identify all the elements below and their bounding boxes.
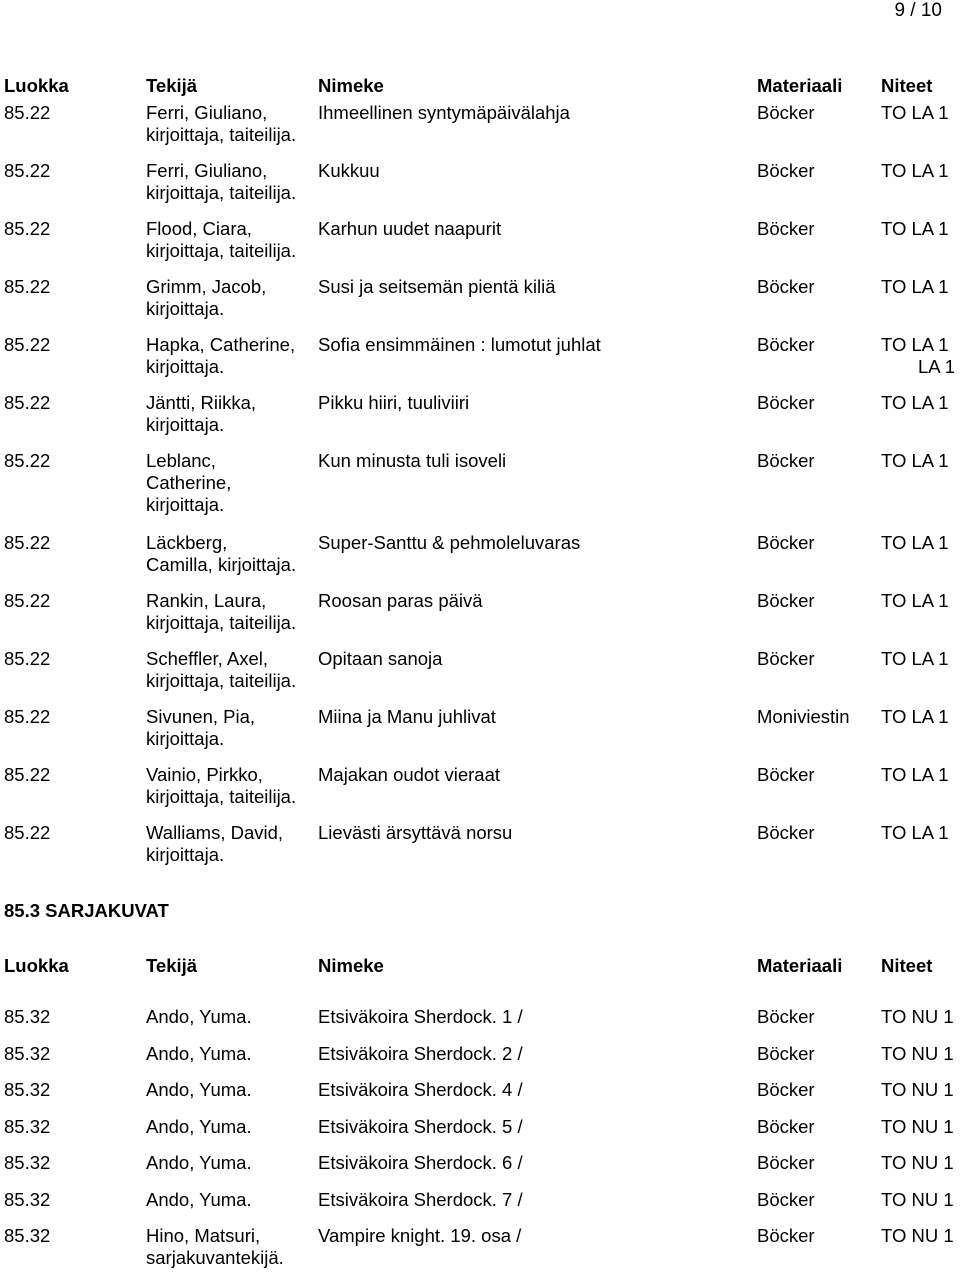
cell-niteet [881,102,949,124]
cell-tekija-line: Ando, Yuma. [146,1116,252,1137]
cell-tekija [146,590,296,634]
cell-luokka [4,1152,50,1174]
cell-nimeke-line: Etsiväkoira Sherdock. 1 / [318,1006,523,1027]
cell-nimeke-line: Etsiväkoira Sherdock. 2 / [318,1043,523,1064]
cell-niteet [881,1225,954,1247]
cell-luokka-line: 85.22 [4,706,51,727]
cell-tekija [146,1043,252,1065]
cell-niteet [881,1043,954,1065]
cell-tekija-line: kirjoittaja, taiteilija. [146,124,297,145]
cell-tekija-line: Ando, Yuma. [146,1006,252,1027]
cell-luokka [4,822,50,844]
cell-luokka [4,160,50,182]
cell-niteet-line: TO NU 1 [881,1043,954,1064]
cell-materiaali-line: Böcker [757,218,815,239]
table2-header [0,955,960,977]
cell-tekija-line: kirjoittaja. [146,298,225,319]
cell-materiaali-line: Böcker [757,392,815,413]
cell-materiaali-line: Böcker [757,532,815,553]
cell-luokka [4,648,50,670]
cell-tekija-line: Ando, Yuma. [146,1079,252,1100]
cell-niteet-line: TO LA 1 [881,764,949,785]
cell-niteet-line: TO LA 1 [881,102,949,123]
cell-niteet-line: TO LA 1 [881,706,949,727]
cell-niteet-line: TO LA 1 [881,822,949,843]
cell-luokka [4,102,50,124]
cell-niteet [881,1116,954,1138]
cell-nimeke-line: Karhun uudet naapurit [318,218,502,239]
header-materiaali: Materiaali [757,955,843,976]
cell-luokka [4,276,50,298]
cell-materiaali-line: Moniviestin [757,706,850,727]
cell-niteet [881,392,949,414]
cell-materiaali [757,218,815,240]
cell-niteet-line: TO LA 1 [881,160,949,181]
cell-niteet-line: TO LA 1 [881,392,949,413]
cell-luokka [4,1043,50,1065]
cell-materiaali [757,1152,815,1174]
cell-luokka [4,590,50,612]
cell-niteet [881,764,949,786]
cell-materiaali [757,1043,815,1065]
header-luokka: Luokka [4,75,69,96]
cell-nimeke-line: Opitaan sanoja [318,648,443,669]
cell-tekija [146,334,295,378]
cell-tekija-line: Sivunen, Pia, [146,706,256,727]
cell-niteet-line: TO NU 1 [881,1189,954,1210]
cell-luokka [4,392,50,414]
cell-materiaali [757,276,815,298]
cell-luokka [4,532,50,554]
cell-nimeke [318,276,556,298]
cell-luokka [4,1079,50,1101]
cell-nimeke-line: Vampire knight. 19. osa / [318,1225,522,1246]
cell-nimeke [318,102,570,124]
cell-niteet [881,706,949,728]
cell-tekija-line: kirjoittaja. [146,494,225,515]
cell-luokka [4,1189,50,1211]
cell-materiaali-line: Böcker [757,1116,815,1137]
cell-tekija [146,1225,284,1269]
cell-tekija-line: Ando, Yuma. [146,1152,252,1173]
cell-niteet [881,1152,954,1174]
cell-luokka-line: 85.22 [4,276,51,297]
cell-niteet [881,218,949,240]
cell-materiaali [757,1079,815,1101]
cell-tekija [146,1116,252,1138]
cell-materiaali [757,102,815,124]
cell-niteet [881,450,949,472]
cell-materiaali [757,334,815,356]
cell-tekija [146,1079,252,1101]
cell-materiaali-line: Böcker [757,648,815,669]
cell-materiaali-line: Böcker [757,1043,815,1064]
cell-tekija-line: Ferri, Giuliano, [146,102,268,123]
cell-tekija-line: Catherine, [146,472,232,493]
cell-tekija-line: Camilla, kirjoittaja. [146,554,297,575]
cell-niteet-line: TO NU 1 [881,1225,954,1246]
cell-luokka-line: 85.22 [4,764,51,785]
cell-niteet [881,1079,954,1101]
header-niteet: Niteet [881,955,933,976]
cell-luokka [4,706,50,728]
cell-nimeke [318,648,442,670]
cell-materiaali [757,532,815,554]
cell-luokka-line: 85.22 [4,392,51,413]
cell-nimeke-line: Super-Santtu & pehmoleluvaras [318,532,581,553]
cell-tekija-line: Leblanc, [146,450,216,471]
cell-materiaali [757,706,850,728]
cell-niteet-line: TO LA 1 [881,590,949,611]
cell-tekija-line: kirjoittaja. [146,356,225,377]
cell-tekija [146,822,283,866]
cell-niteet [881,590,949,612]
cell-luokka-line: 85.22 [4,822,51,843]
cell-tekija [146,160,296,204]
cell-luokka-line: 85.22 [4,102,51,123]
cell-materiaali-line: Böcker [757,764,815,785]
cell-materiaali [757,392,815,414]
cell-tekija-line: Hino, Matsuri, [146,1225,261,1246]
header-nimeke: Nimeke [318,75,384,96]
cell-materiaali-line: Böcker [757,450,815,471]
cell-nimeke [318,218,501,240]
cell-nimeke [318,1043,523,1065]
cell-materiaali [757,648,815,670]
cell-materiaali [757,1116,815,1138]
cell-tekija-line: Flood, Ciara, [146,218,252,239]
cell-materiaali-line: Böcker [757,1189,815,1210]
cell-tekija [146,532,296,576]
cell-niteet-line: TO NU 1 [881,1152,954,1173]
cell-tekija-line: kirjoittaja, taiteilija. [146,612,297,633]
cell-niteet [881,532,949,554]
cell-niteet-line: TO LA 1 [881,450,949,471]
cell-nimeke [318,532,580,554]
cell-niteet-line: TO LA 1 [881,276,949,297]
cell-niteet-line: TO NU 1 [881,1079,954,1100]
cell-materiaali [757,450,815,472]
cell-luokka-line: 85.22 [4,648,51,669]
cell-tekija-line: kirjoittaja, taiteilija. [146,182,297,203]
cell-tekija-line: Walliams, David, [146,822,284,843]
cell-nimeke-line: Kun minusta tuli isoveli [318,450,507,471]
cell-materiaali [757,1006,815,1028]
cell-tekija [146,764,296,808]
cell-materiaali-line: Böcker [757,160,815,181]
cell-luokka-line: 85.32 [4,1189,51,1210]
cell-luokka-line: 85.32 [4,1225,51,1246]
cell-niteet-line: TO NU 1 [881,1006,954,1027]
cell-nimeke [318,334,601,356]
cell-nimeke [318,1116,523,1138]
cell-tekija-line: kirjoittaja. [146,728,225,749]
cell-luokka [4,764,50,786]
cell-niteet-line: TO NU 1 [881,1116,954,1137]
cell-niteet-line: TO LA 1 [881,532,949,553]
cell-nimeke [318,1189,523,1211]
cell-nimeke [318,590,483,612]
cell-luokka [4,218,50,240]
cell-tekija [146,102,296,146]
cell-nimeke [318,1225,521,1247]
cell-tekija [146,706,255,750]
cell-materiaali-line: Böcker [757,822,815,843]
header-luokka: Luokka [4,955,69,976]
cell-tekija-line: Ando, Yuma. [146,1189,252,1210]
cell-nimeke [318,392,469,414]
cell-nimeke [318,1006,523,1028]
cell-niteet [881,822,949,844]
cell-luokka [4,334,50,356]
cell-tekija-line: kirjoittaja, taiteilija. [146,240,297,261]
cell-nimeke-line: Lievästi ärsyttävä norsu [318,822,513,843]
cell-nimeke-line: Pikku hiiri, tuuliviiri [318,392,470,413]
cell-niteet-line: TO LA 1 [881,218,949,239]
cell-materiaali-line: Böcker [757,1225,815,1246]
section-title: 85.3 SARJAKUVAT [4,900,169,921]
cell-nimeke [318,706,496,728]
cell-nimeke-line: Susi ja seitsemän pientä kiliä [318,276,556,297]
cell-tekija-line: Jäntti, Riikka, [146,392,257,413]
cell-nimeke-line: Miina ja Manu juhlivat [318,706,496,727]
cell-nimeke-line: Majakan oudot vieraat [318,764,501,785]
cell-tekija-line: kirjoittaja, taiteilija. [146,786,297,807]
table1-header [0,75,960,97]
cell-materiaali [757,1225,815,1247]
cell-tekija-line: Hapka, Catherine, [146,334,296,355]
cell-niteet [881,1189,954,1211]
cell-tekija [146,1152,252,1174]
cell-luokka [4,1116,50,1138]
cell-materiaali [757,1189,815,1211]
cell-luokka-line: 85.22 [4,334,51,355]
cell-tekija-line: Ando, Yuma. [146,1043,252,1064]
cell-luokka [4,1006,50,1028]
cell-niteet [881,160,949,182]
cell-nimeke [318,160,380,182]
cell-tekija-line: kirjoittaja. [146,844,225,865]
cell-tekija-line: Läckberg, [146,532,228,553]
cell-materiaali [757,822,815,844]
cell-luokka-line: 85.32 [4,1043,51,1064]
cell-niteet [881,1006,954,1028]
cell-luokka-line: 85.22 [4,218,51,239]
cell-tekija-line: Rankin, Laura, [146,590,267,611]
cell-nimeke [318,1152,523,1174]
header-nimeke: Nimeke [318,955,384,976]
cell-tekija-line: sarjakuvantekijä. [146,1247,284,1268]
cell-luokka [4,1225,50,1247]
cell-luokka-line: 85.22 [4,590,51,611]
cell-niteet [881,276,949,298]
cell-luokka-line: 85.32 [4,1006,51,1027]
header-tekija: Tekijä [146,75,198,96]
cell-nimeke-line: Etsiväkoira Sherdock. 6 / [318,1152,523,1173]
cell-nimeke [318,822,512,844]
cell-tekija [146,276,266,320]
cell-tekija [146,392,256,436]
page-number: 9 / 10 [894,0,942,21]
cell-nimeke-line: Ihmeellinen syntymäpäivälahja [318,102,570,123]
cell-materiaali-line: Böcker [757,334,815,355]
cell-luokka [4,450,50,472]
cell-luokka-line: 85.32 [4,1079,51,1100]
cell-luokka-line: 85.32 [4,1116,51,1137]
cell-niteet-line: LA 1 [917,356,955,377]
header-niteet: Niteet [881,75,933,96]
cell-materiaali-line: Böcker [757,102,815,123]
cell-materiaali-line: Böcker [757,590,815,611]
cell-tekija-line: Ferri, Giuliano, [146,160,268,181]
cell-luokka-line: 85.22 [4,532,51,553]
cell-nimeke [318,450,506,472]
cell-tekija-line: kirjoittaja, taiteilija. [146,670,297,691]
cell-tekija-line: kirjoittaja. [146,414,225,435]
cell-tekija [146,648,296,692]
cell-tekija-line: Vainio, Pirkko, [146,764,263,785]
cell-tekija-line: Grimm, Jacob, [146,276,267,297]
header-tekija: Tekijä [146,955,198,976]
cell-nimeke-line: Kukkuu [318,160,380,181]
cell-tekija [146,450,231,516]
cell-materiaali-line: Böcker [757,1152,815,1173]
cell-materiaali [757,590,815,612]
header-materiaali: Materiaali [757,75,843,96]
cell-tekija [146,218,296,262]
cell-nimeke [318,1079,523,1101]
cell-niteet-line: TO LA 1 [881,648,949,669]
cell-materiaali-line: Böcker [757,1079,815,1100]
cell-luokka-line: 85.22 [4,160,51,181]
cell-nimeke-line: Etsiväkoira Sherdock. 4 / [318,1079,523,1100]
cell-niteet [881,334,955,378]
cell-nimeke-line: Sofia ensimmäinen : lumotut juhlat [318,334,601,355]
cell-materiaali [757,764,815,786]
cell-nimeke-line: Roosan paras päivä [318,590,483,611]
cell-nimeke [318,764,500,786]
cell-luokka-line: 85.22 [4,450,51,471]
cell-materiaali-line: Böcker [757,276,815,297]
cell-materiaali [757,160,815,182]
cell-tekija [146,1189,252,1211]
cell-materiaali-line: Böcker [757,1006,815,1027]
cell-tekija-line: Scheffler, Axel, [146,648,269,669]
cell-tekija [146,1006,252,1028]
cell-niteet-line: TO LA 1 [881,334,949,355]
cell-luokka-line: 85.32 [4,1152,51,1173]
cell-nimeke-line: Etsiväkoira Sherdock. 7 / [318,1189,523,1210]
cell-niteet [881,648,949,670]
cell-nimeke-line: Etsiväkoira Sherdock. 5 / [318,1116,523,1137]
